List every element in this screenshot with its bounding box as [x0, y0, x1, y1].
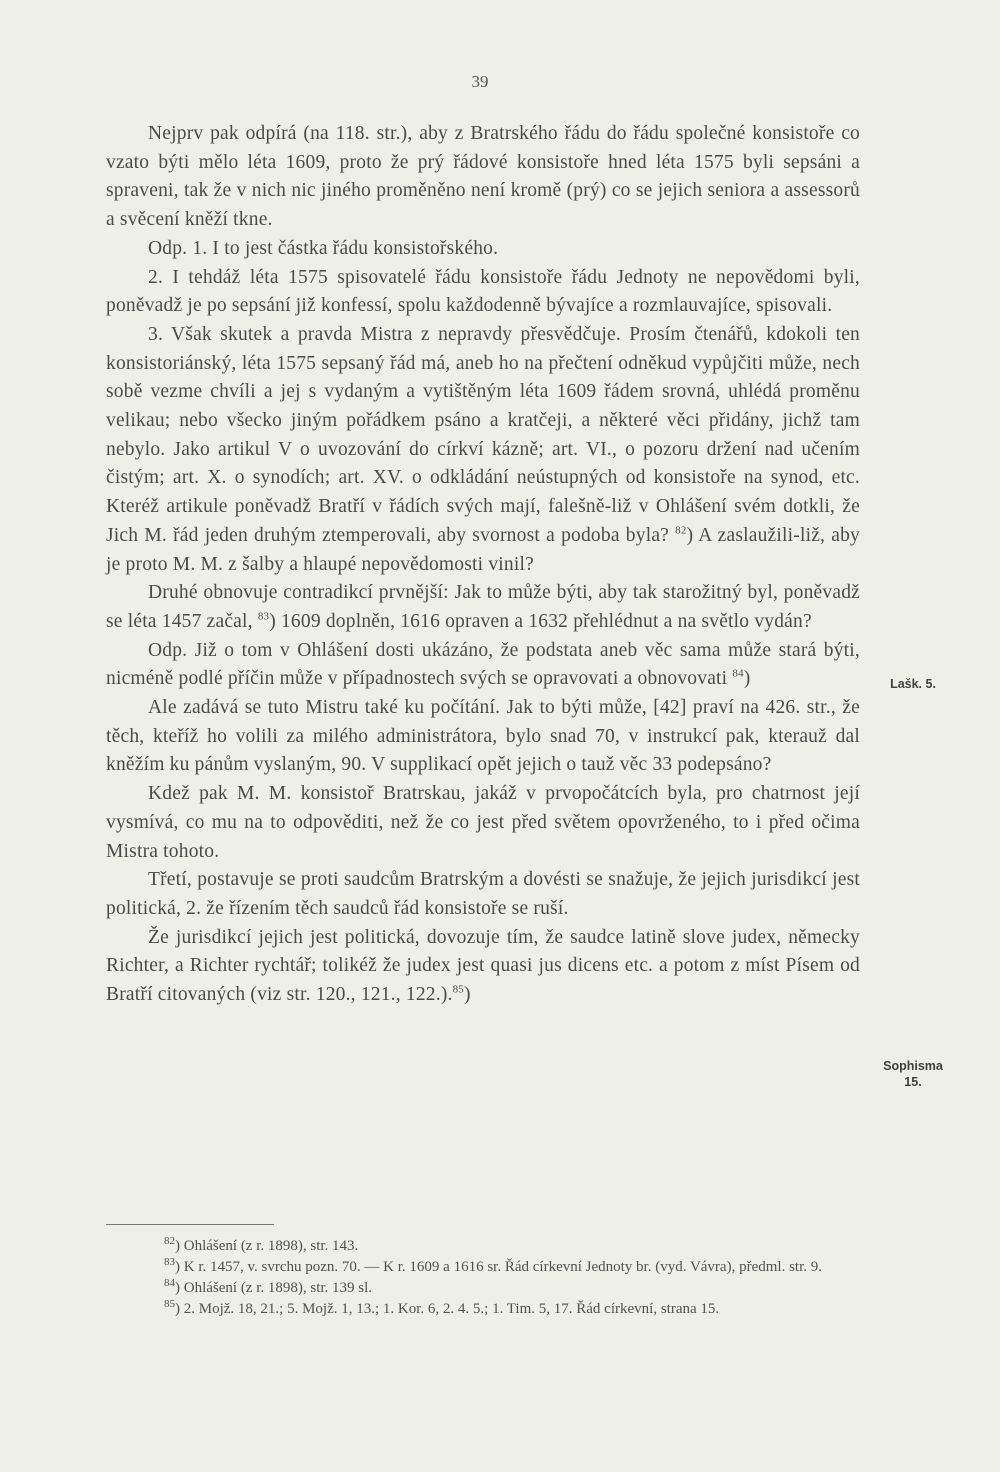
footnote-85-text: ) 2. Mojž. 18, 21.; 5. Mojž. 1, 13.; 1. Kor. 6, 2. 4. 5.; 1. Tim. 5, 17. Řád církevní, strana 15.	[175, 1301, 720, 1317]
paragraph-5-text-a: Druhé obnovuje contradikcí prvnější: Jak to může býti, aby tak starožitný byl, poněvadž se léta 1457 začal,	[106, 582, 860, 632]
footnote-82-text: ) Ohlášení (z r. 1898), str. 143.	[175, 1238, 359, 1254]
footnotes	[106, 1236, 860, 1320]
paragraph-4-text-b: ) A zaslaužili-liž, aby je proto M. M. z šalby a hlaupé nepovědomosti vinil?	[106, 524, 860, 575]
paragraph-3: 2. I tehdáž léta 1575 spisovatelé řádu konsistoře řádu Jednoty ne nepovědomi byli, poněvadž je po sepsání již konfessí, spolu každodenně bývajíce a rozmlauvajíce, spisovali.	[106, 266, 860, 317]
footnote-85-number: 85	[164, 1298, 175, 1310]
paragraph-6-text-a: Odp. Již o tom v Ohlášení dosti ukázáno, že podstata aneb věc sama může stará býti, nicméně podlé příčin může v případnostech svých se opravovati a obnovovati	[106, 639, 860, 690]
footnote-82-number: 82	[164, 1235, 175, 1247]
paragraph-4-text-a: 3. Však skutek a pravda Mistra z nepravdy přesvědčuje. Prosím čtenářů, kdokoli ten konsistoriánský, léta 1575 sepsaný řád má, aneb ho na přečtení odněkud vypůjčiti může, nech sobě vezme chvíli a jej s vydaným a vytištěným léta 1609 řádem srovná, uhlédá proměnu velikau; nebo všecko jiným pořádkem psáno a kratčeji, a některé věci přidány, jichž tam nebylo. Jako artikul V o uvozování do církví kázně; art. VI., o pozoru držení nad učením čistým; art. X. o synodích; art. XV. o odkládání neústupných od konsistoře na synod, etc. Kteréž artikule poněvadž Bratří v řádích svých mají, falešně-liž v Ohlášení svém dotkli, že Jich M. řád jeden druhým ztemperovali, aby svornost a podoba byla?	[106, 323, 860, 546]
paragraph-8: Kdež pak M. M. konsistoř Bratrskau, jakáž v prvopočátcích byla, pro chatrnost její vysmívá, co mu na to odpověditi, než že co jest před světem opovrženého, to i před očima Mistra tohoto.	[106, 783, 860, 862]
paragraph-10	[106, 924, 860, 1010]
paragraph-1: Nejprv pak odpírá (na 118. str.), aby z Bratrského řádu do řádu společné konsistoře co vzato býti mělo léta 1609, proto že prý řádové konsistoře hned léta 1575 byli sepsáni a spraveni, tak že v nich nic jiného proměněno není kromě (prý) co se jejich seniora a assessorů a svěcení kněží tkne.	[106, 123, 860, 231]
footnote-ref-85: 85	[452, 983, 464, 996]
footnote-ref-84: 84	[732, 667, 744, 680]
margin-note-sophisma-title: Sophisma	[883, 1059, 943, 1073]
paragraph-5	[106, 579, 860, 636]
paragraph-10-text-b: )	[464, 984, 471, 1006]
footnote-83-text: ) K r. 1457, v. svrchu pozn. 70. — K r. 1609 a 1616 sr. Řád církevní Jednoty br. (vyd. Vávra), předml. str. 9.	[175, 1259, 822, 1275]
margin-note-sophisma-number: 15.	[904, 1075, 922, 1089]
paragraph-6	[106, 637, 860, 694]
margin-note-sophisma	[868, 1058, 958, 1090]
page-number: 39	[471, 72, 489, 91]
footnote-83-number: 83	[164, 1256, 175, 1268]
footnote-84-number: 84	[164, 1277, 175, 1289]
paragraph-5-text-b: ) 1609 doplněn, 1616 opraven a 1632 přehlédnut a na světlo vydán?	[269, 610, 812, 632]
paragraph-10-text-a: Že jurisdikcí jejich jest politická, dovozuje tím, že saudce latině slove judex, německy Richter, a Richter rychtář; tolikéž že judex jest quasi jus dicens etc. a potom z míst Písem od Bratří citovaných (viz str. 120., 121., 122.).	[106, 926, 860, 1006]
paragraph-6-text-b: )	[743, 668, 751, 690]
paragraph-7: Ale zadává se tuto Mistru také ku počítání. Jak to býti může, [42] praví na 426. str., že těch, kteříž ho volili za milého administrátora, bylo snad 70, v instrukcí pak, kterauž dal kněžím ku pánům vyslaným, 90. V supplikací opět jejich o tauž věc 33 podepsáno?	[106, 697, 860, 776]
footnote-85	[106, 1299, 860, 1320]
footnote-84	[106, 1278, 860, 1299]
paragraph-4	[106, 321, 860, 579]
paragraph-2: Odp. 1. I to jest částka řádu konsistořského.	[148, 237, 499, 259]
margin-note-lask: Lašk. 5.	[890, 677, 936, 691]
footnote-ref-83: 83	[257, 610, 270, 623]
paragraph-9: Třetí, postavuje se proti saudcům Bratrským a dovésti se snažuje, že jejich jurisdikcí jest politická, 2. že řízením těch saudců řád konsistoře se ruší.	[106, 869, 860, 919]
footnote-divider	[106, 1224, 274, 1225]
main-text	[106, 120, 860, 1010]
footnote-ref-82: 82	[675, 524, 687, 537]
footnote-82	[106, 1236, 860, 1257]
footnote-83	[106, 1257, 860, 1278]
footnote-84-text: ) Ohlášení (z r. 1898), str. 139 sl.	[175, 1280, 373, 1296]
